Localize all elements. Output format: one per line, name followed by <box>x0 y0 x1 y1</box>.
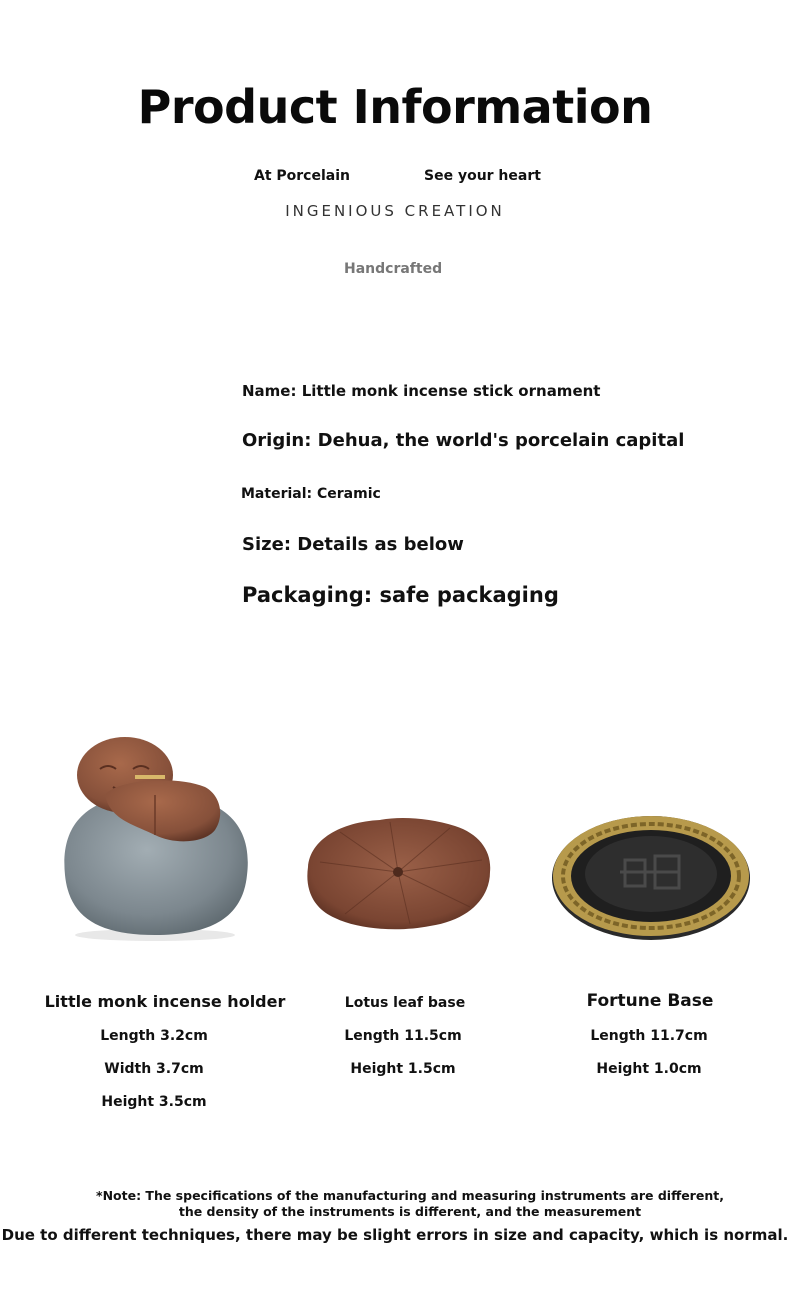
info-name: Name: Little monk incense stick ornament <box>242 382 601 400</box>
fortune-length: Length 11.7cm <box>590 1028 708 1044</box>
subtitle: INGENIOUS CREATION <box>285 202 505 220</box>
monk-width: Width 3.7cm <box>104 1061 204 1077</box>
lotus-length: Length 11.5cm <box>344 1028 462 1044</box>
monk-height: Height 3.5cm <box>101 1094 207 1110</box>
page-title: Product Information <box>137 80 653 134</box>
monk-length: Length 3.2cm <box>100 1028 208 1044</box>
info-size: Size: Details as below <box>242 534 464 555</box>
monk-figurine-image <box>55 735 260 945</box>
measurement-note: *Note: The specifications of the manufacturing and measuring instruments are different, the density of the instruments is different, and the measurement <box>96 1188 724 1219</box>
lotus-height: Height 1.5cm <box>350 1061 456 1077</box>
fortune-height: Height 1.0cm <box>596 1061 702 1077</box>
product-name-monk: Little monk incense holder <box>44 992 286 1011</box>
product-name-fortune: Fortune Base <box>586 991 714 1011</box>
handcrafted-label: Handcrafted <box>344 261 443 277</box>
error-disclaimer: Due to different techniques, there may be slight errors in size and capacity, which is normal. <box>1 1226 789 1244</box>
info-material: Material: Ceramic <box>241 486 381 502</box>
tagline-right: See your heart <box>424 168 541 184</box>
lotus-leaf-image <box>300 812 495 932</box>
tagline-left: At Porcelain <box>254 168 350 184</box>
fortune-plate-image <box>550 812 752 944</box>
info-origin: Origin: Dehua, the world's porcelain capital <box>242 430 685 451</box>
info-packaging: Packaging: safe packaging <box>242 583 559 607</box>
product-name-lotus: Lotus leaf base <box>344 995 466 1011</box>
